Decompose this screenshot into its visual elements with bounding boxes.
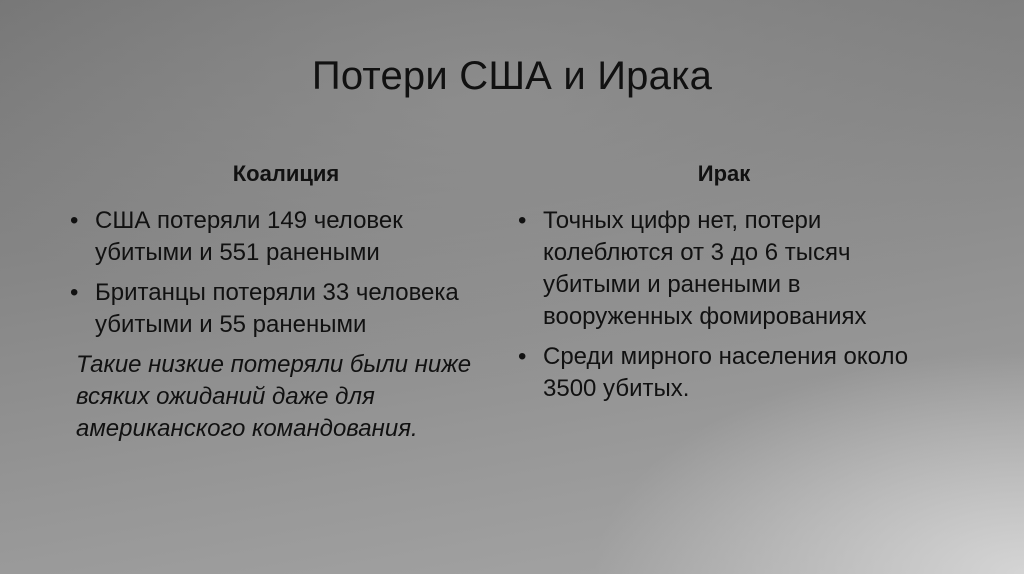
coalition-column xyxy=(66,157,476,445)
coalition-heading: Коалиция xyxy=(232,161,340,186)
bullet-text: Британцы потеряли 33 человека убитыми и 55 ранеными xyxy=(95,279,459,338)
bullet-item xyxy=(66,277,476,341)
bullet-text: Среди мирного населения около 3500 убитых. xyxy=(543,343,909,402)
bullet-text: США потеряли 149 человек убитыми и 551 ранеными xyxy=(95,207,403,266)
bullet-icon: • xyxy=(70,279,79,306)
bullet-item xyxy=(514,205,934,333)
bullet-icon: • xyxy=(70,207,79,234)
bullet-icon: • xyxy=(518,343,527,370)
coalition-bullet-list xyxy=(66,205,476,341)
iraq-column xyxy=(514,157,934,413)
bullet-icon: • xyxy=(518,207,527,234)
coalition-note: Такие низкие потеряли были ниже всяких ожиданий даже для американского командования. xyxy=(76,351,472,442)
bullet-text: Точных цифр нет, потери колеблются от 3 до 6 тысяч убитыми и ранеными в вооруженных фомированиях xyxy=(543,207,867,330)
bullet-item xyxy=(66,205,476,269)
iraq-heading: Ирак xyxy=(697,161,751,186)
iraq-bullet-list xyxy=(514,205,934,405)
bullet-item xyxy=(514,341,934,405)
slide-title: Потери США и Ирака xyxy=(311,54,713,98)
